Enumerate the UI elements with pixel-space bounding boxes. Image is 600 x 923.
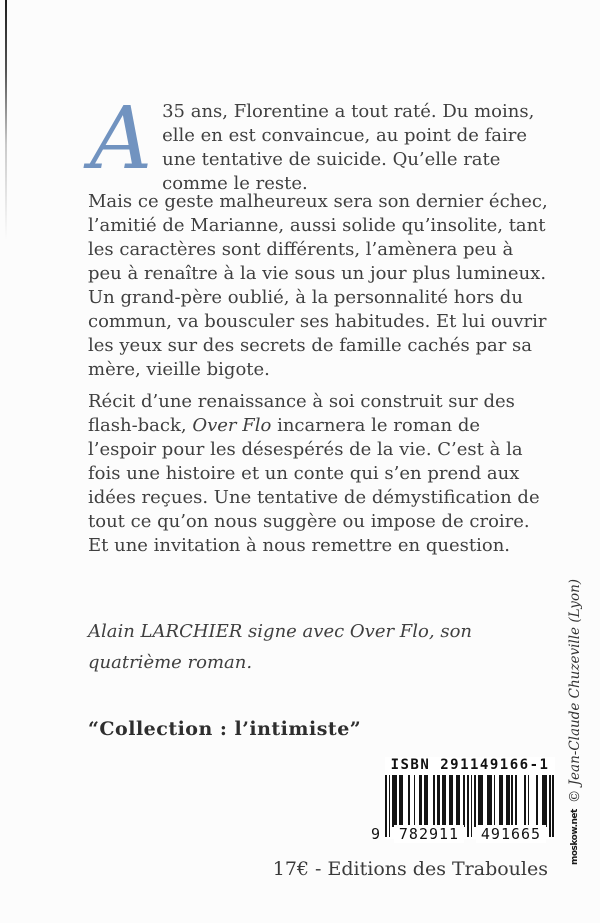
ean-right-group: 491665 <box>476 825 546 843</box>
page-edge-artifact <box>5 0 7 240</box>
dropcap-letter: A <box>90 89 153 189</box>
photo-credit-vertical <box>566 545 584 865</box>
synopsis-paragraph-1-text: 35 ans, Florentine a tout raté. Du moins, elle en est convaincue, au point de faire une tentative de suicide. Qu’elle rate comme le reste. <box>162 101 535 194</box>
barcode-module <box>552 775 554 837</box>
photo-credit-text: © Jean-Claude Chuzeville (Lyon) <box>567 578 583 804</box>
isbn-barcode-block <box>371 757 555 843</box>
ean-left-group: 782911 <box>394 825 464 843</box>
synopsis-paragraph-3-before: Récit d’une renaissance à soi construit sur des flash-back, <box>88 391 515 436</box>
synopsis-paragraph-1 <box>88 89 550 196</box>
barcode-bars <box>371 775 555 843</box>
book-title-italic: Over Flo <box>192 415 272 436</box>
synopsis-paragraph-3-after: incarnera le roman de l’espoir pour les désespérés de la vie. C’est à la fois une histoire et un conte qui s’en prend aux idées reçues. Une tentative de démystification de tout ce qu’on nous suggère ou impose de croire. Et une invitation à nous remettre en question. <box>88 415 540 556</box>
synopsis-paragraph-2: Mais ce geste malheureux sera son dernier échec, l’amitié de Marianne, aussi solide qu’insolite, tant les caractères sont différents, l’amènera peu à peu à renaître à la vie sous un jour plus lumineux. Un grand-père oublié, à la personnalité hors du commun, va bousculer ses habitudes. Et lui ouvrir les yeux sur des secrets de famille cachés par sa mère, vieille bigote. <box>88 191 548 380</box>
ean-first-digit: 9 <box>371 825 382 843</box>
collection-label: “Collection : l’intimiste” <box>88 718 362 740</box>
author-note: Alain LARCHIER signe avec Over Flo, son quatrième roman. <box>88 621 472 673</box>
synopsis-paragraph-3 <box>88 390 550 558</box>
isbn-number-label: ISBN 291149166-1 <box>390 757 550 773</box>
price-publisher-line: 17€ - Editions des Traboules <box>272 858 548 880</box>
photo-credit-logo: moskow.net <box>570 809 580 865</box>
